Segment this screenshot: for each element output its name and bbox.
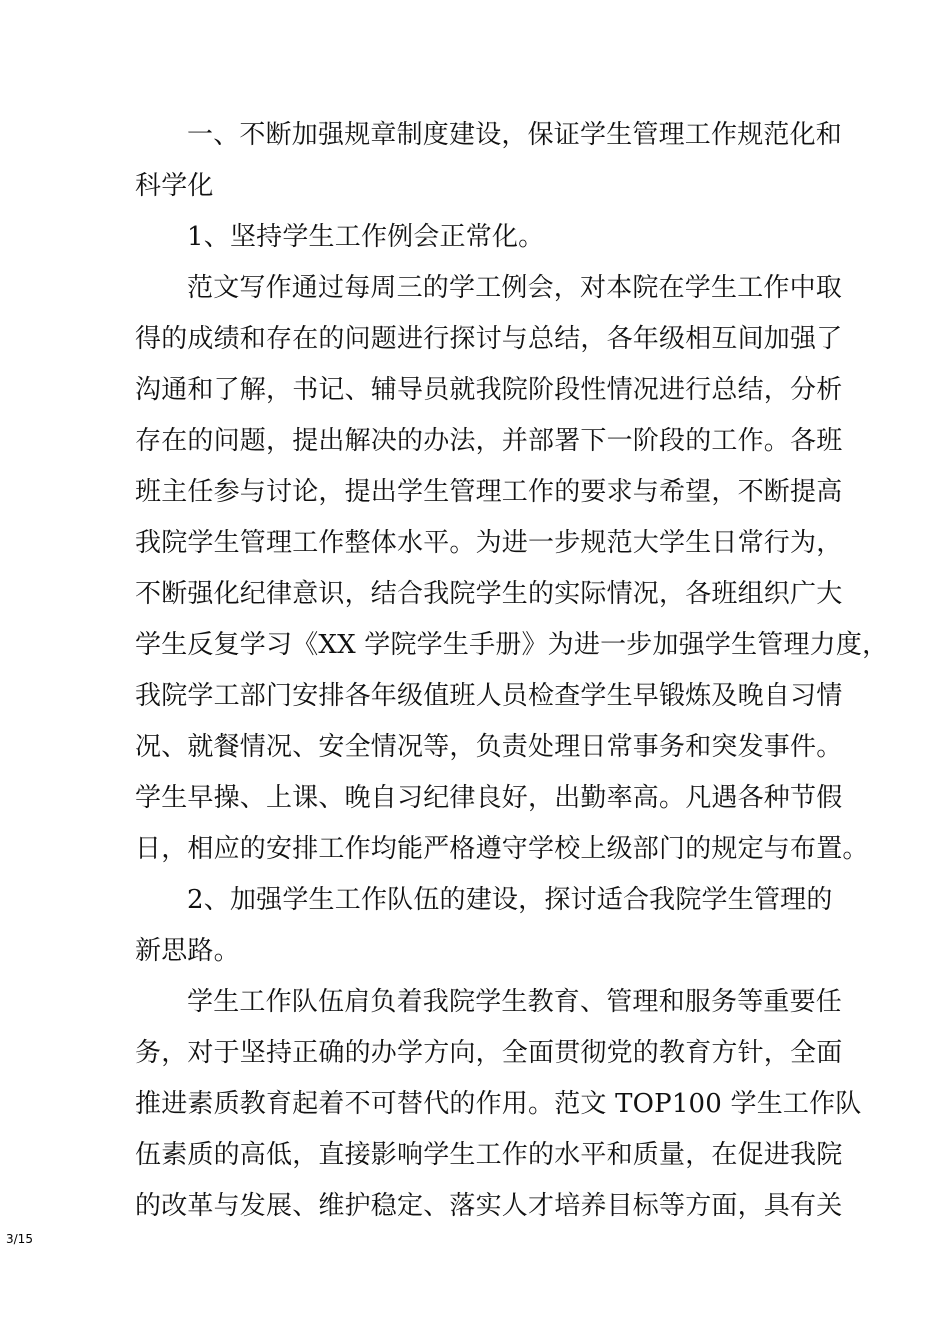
text-line: 我院学生管理工作整体水平。为进一步规范大学生日常行为， [135, 528, 843, 558]
text-line: 存在的问题，提出解决的办法，并部署下一阶段的工作。各班 [135, 426, 843, 456]
text-line: 新思路。 [135, 936, 240, 966]
text-line: 2、加强学生工作队伍的建设，探讨适合我院学生管理的 [187, 885, 833, 915]
text-line: 不断强化纪律意识，结合我院学生的实际情况，各班组织广大 [135, 579, 843, 609]
text-line: 推进素质教育起着不可替代的作用。范文 TOP100 学生工作队 [135, 1089, 862, 1119]
text-line: 班主任参与讨论，提出学生管理工作的要求与希望，不断提高 [135, 477, 843, 507]
page-number: 3/15 [6, 1232, 33, 1246]
text-line: 沟通和了解，书记、辅导员就我院阶段性情况进行总结，分析 [135, 375, 843, 405]
text-line: 学生早操、上课、晚自习纪律良好，出勤率高。凡遇各种节假 [135, 783, 843, 813]
text-line: 伍素质的高低，直接影响学生工作的水平和质量，在促进我院 [135, 1140, 843, 1170]
text-line: 1、坚持学生工作例会正常化。 [187, 222, 545, 252]
text-line: 得的成绩和存在的问题进行探讨与总结，各年级相互间加强了 [135, 324, 843, 354]
text-line: 学生工作队伍肩负着我院学生教育、管理和服务等重要任 [187, 987, 843, 1017]
text-line: 我院学工部门安排各年级值班人员检查学生早锻炼及晚自习情 [135, 681, 843, 711]
text-line: 的改革与发展、维护稳定、落实人才培养目标等方面，具有关 [135, 1191, 843, 1221]
text-line: 科学化 [135, 171, 214, 201]
text-line: 况、就餐情况、安全情况等，负责处理日常事务和突发事件。 [135, 732, 843, 762]
text-line: 一、不断加强规章制度建设，保证学生管理工作规范化和 [187, 120, 843, 150]
text-line: 务，对于坚持正确的办学方向，全面贯彻党的教育方针，全面 [135, 1038, 843, 1068]
text-line: 范文写作通过每周三的学工例会，对本院在学生工作中取 [187, 273, 843, 303]
text-line: 日，相应的安排工作均能严格遵守学校上级部门的规定与布置。 [135, 834, 869, 864]
text-line: 学生反复学习《XX 学院学生手册》为进一步加强学生管理力度， [135, 630, 889, 660]
